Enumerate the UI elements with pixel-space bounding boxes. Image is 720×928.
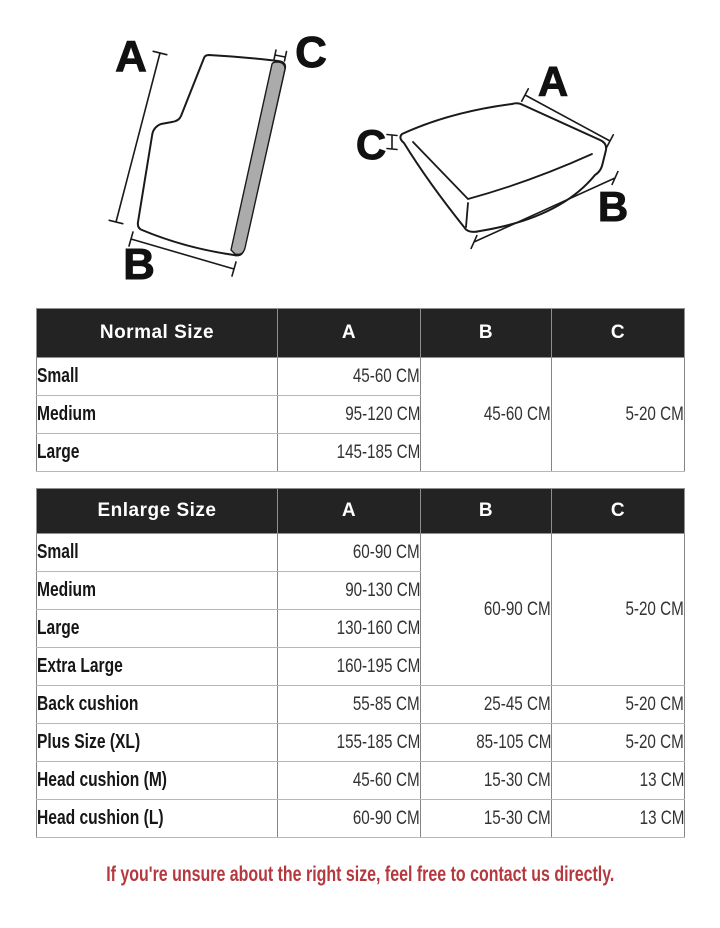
normal-size-table xyxy=(36,308,685,472)
value-a-cell: 130-160 CM xyxy=(278,610,421,648)
column-header-b: B xyxy=(421,309,552,358)
dim-label-b-seat: B xyxy=(597,183,629,230)
value-c-cell: 5-20 CM xyxy=(552,686,685,724)
value-a-cell: 160-195 CM xyxy=(278,648,421,686)
column-header-a: A xyxy=(278,309,421,358)
value-a-cell: 60-90 CM xyxy=(278,534,421,572)
column-header-b: B xyxy=(421,489,552,534)
row-label-cell: Small xyxy=(37,534,278,572)
row-label-cell: Extra Large xyxy=(37,648,278,686)
dim-label-c-seat: C xyxy=(355,121,387,168)
merged-b-cell: 60-90 CM xyxy=(421,534,552,686)
dim-line-c-seat xyxy=(387,135,397,150)
contact-note: If you're unsure about the right size, feel free to contact us directly. xyxy=(105,863,615,886)
table-row xyxy=(37,762,685,800)
row-label-cell: Large xyxy=(37,434,278,472)
value-b-cell: 15-30 CM xyxy=(421,800,552,838)
row-label-cell: Large xyxy=(37,610,278,648)
value-a-cell: 95-120 CM xyxy=(278,396,421,434)
back-cushion-diagram xyxy=(109,28,327,289)
row-label-cell: Head cushion (L) xyxy=(37,800,278,838)
value-c-cell: 13 CM xyxy=(552,800,685,838)
row-label-cell: Plus Size (XL) xyxy=(37,724,278,762)
dim-label-a-seat: A xyxy=(537,58,569,105)
table-row xyxy=(37,686,685,724)
column-header-c: C xyxy=(552,489,685,534)
value-c-cell: 13 CM xyxy=(552,762,685,800)
table-row xyxy=(37,358,685,396)
merged-b-cell: 45-60 CM xyxy=(421,358,552,472)
value-a-cell: 90-130 CM xyxy=(278,572,421,610)
value-c-cell: 5-20 CM xyxy=(552,724,685,762)
row-label-cell: Medium xyxy=(37,396,278,434)
table-row xyxy=(37,534,685,572)
value-a-cell: 45-60 CM xyxy=(278,358,421,396)
value-a-cell: 60-90 CM xyxy=(278,800,421,838)
table-header-row xyxy=(37,489,685,534)
value-b-cell: 85-105 CM xyxy=(421,724,552,762)
row-label-cell: Back cushion xyxy=(37,686,278,724)
value-a-cell: 45-60 CM xyxy=(278,762,421,800)
seat-cushion-diagram xyxy=(356,58,628,248)
table-row xyxy=(37,800,685,838)
measurement-diagrams xyxy=(0,0,720,300)
row-label-cell: Head cushion (M) xyxy=(37,762,278,800)
value-a-cell: 55-85 CM xyxy=(278,686,421,724)
table-row xyxy=(37,724,685,762)
dim-line-c-back xyxy=(274,50,287,61)
table-title: Normal Size xyxy=(37,309,278,358)
merged-c-cell: 5-20 CM xyxy=(552,534,685,686)
value-b-cell: 25-45 CM xyxy=(421,686,552,724)
table-title: Enlarge Size xyxy=(37,489,278,534)
dim-label-b-back: B xyxy=(123,240,155,289)
dim-label-a-back: A xyxy=(115,32,147,81)
value-a-cell: 145-185 CM xyxy=(278,434,421,472)
row-label-cell: Medium xyxy=(37,572,278,610)
merged-c-cell: 5-20 CM xyxy=(552,358,685,472)
row-label-cell: Small xyxy=(37,358,278,396)
enlarge-size-table xyxy=(36,488,685,838)
column-header-c: C xyxy=(552,309,685,358)
dim-label-c-back: C xyxy=(295,28,327,77)
value-a-cell: 155-185 CM xyxy=(278,724,421,762)
column-header-a: A xyxy=(278,489,421,534)
value-b-cell: 15-30 CM xyxy=(421,762,552,800)
table-header-row xyxy=(37,309,685,358)
